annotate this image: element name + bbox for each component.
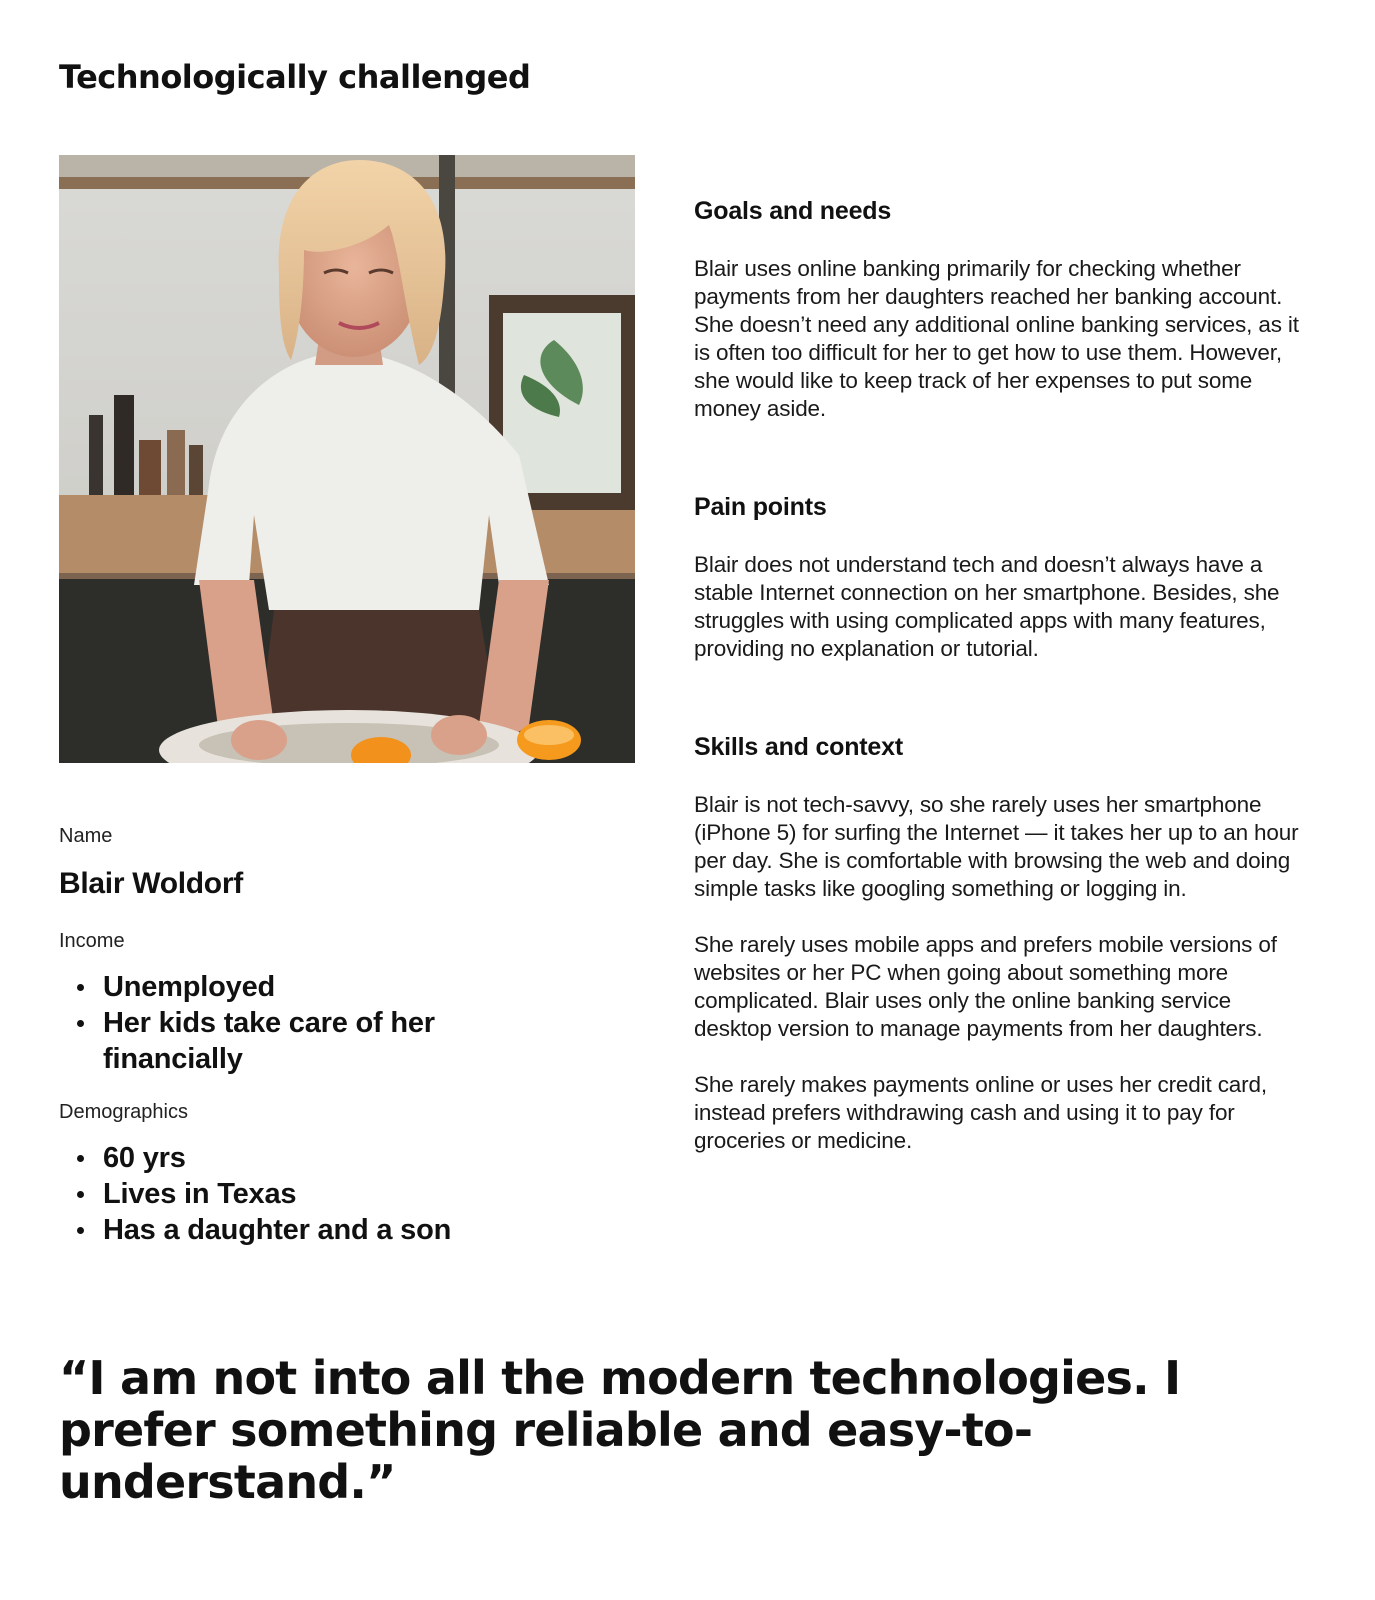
skills-heading: Skills and context bbox=[694, 733, 903, 761]
demographics-label: Demographics bbox=[59, 1101, 188, 1123]
persona-quote: “I am not into all the modern technologies. I prefer something reliable and easy-to-understand.” bbox=[59, 1351, 1181, 1509]
goals-text: Blair uses online banking primarily for checking whether payments from her daughters reached her banking account. She doesn’t need any additional online banking services, as it is often too difficult for her to get how to use them. However, she would like to keep track of her expenses to put some money aside. bbox=[694, 256, 1299, 421]
name-label: Name bbox=[59, 825, 113, 847]
skills-text: She rarely uses mobile apps and prefers mobile versions of websites or her PC when going about something more complicated. Blair uses only the online banking service desktop version to manage payments from her daughters. bbox=[694, 932, 1277, 1041]
list-item: Her kids take care of her financially bbox=[59, 1005, 489, 1077]
persona-name: Blair Woldorf bbox=[59, 867, 243, 900]
list-item: Lives in Texas bbox=[59, 1176, 619, 1212]
income-list bbox=[59, 969, 619, 1077]
demographics-list bbox=[59, 1140, 619, 1248]
persona-details bbox=[694, 195, 1299, 1155]
list-item: 60 yrs bbox=[59, 1140, 619, 1176]
skills-text: Blair is not tech-savvy, so she rarely uses her smartphone (iPhone 5) for surfing the Internet — it takes her up to an hour per day. She is comfortable with browsing the web and doing simple tasks like googling something or logging in. bbox=[694, 792, 1299, 901]
goals-heading: Goals and needs bbox=[694, 197, 892, 225]
list-item: Unemployed bbox=[59, 969, 619, 1005]
income-label: Income bbox=[59, 930, 125, 952]
pain-points-section bbox=[694, 491, 1299, 663]
list-item: Has a daughter and a son bbox=[59, 1212, 619, 1248]
goals-section bbox=[694, 195, 1299, 423]
pain-points-heading: Pain points bbox=[694, 493, 827, 521]
pain-points-text: Blair does not understand tech and doesn’t always have a stable Internet connection on her smartphone. Besides, she struggles with using complicated apps with many features, providing no explanation or tutorial. bbox=[694, 552, 1280, 661]
persona-photo bbox=[59, 155, 635, 763]
page-title: Technologically challenged bbox=[59, 58, 531, 96]
profile-summary bbox=[59, 824, 619, 1248]
skills-section bbox=[694, 731, 1299, 1155]
skills-text: She rarely makes payments online or uses her credit card, instead prefers withdrawing cash and using it to pay for groceries or medicine. bbox=[694, 1072, 1267, 1153]
persona-photo-illustration bbox=[59, 155, 635, 763]
